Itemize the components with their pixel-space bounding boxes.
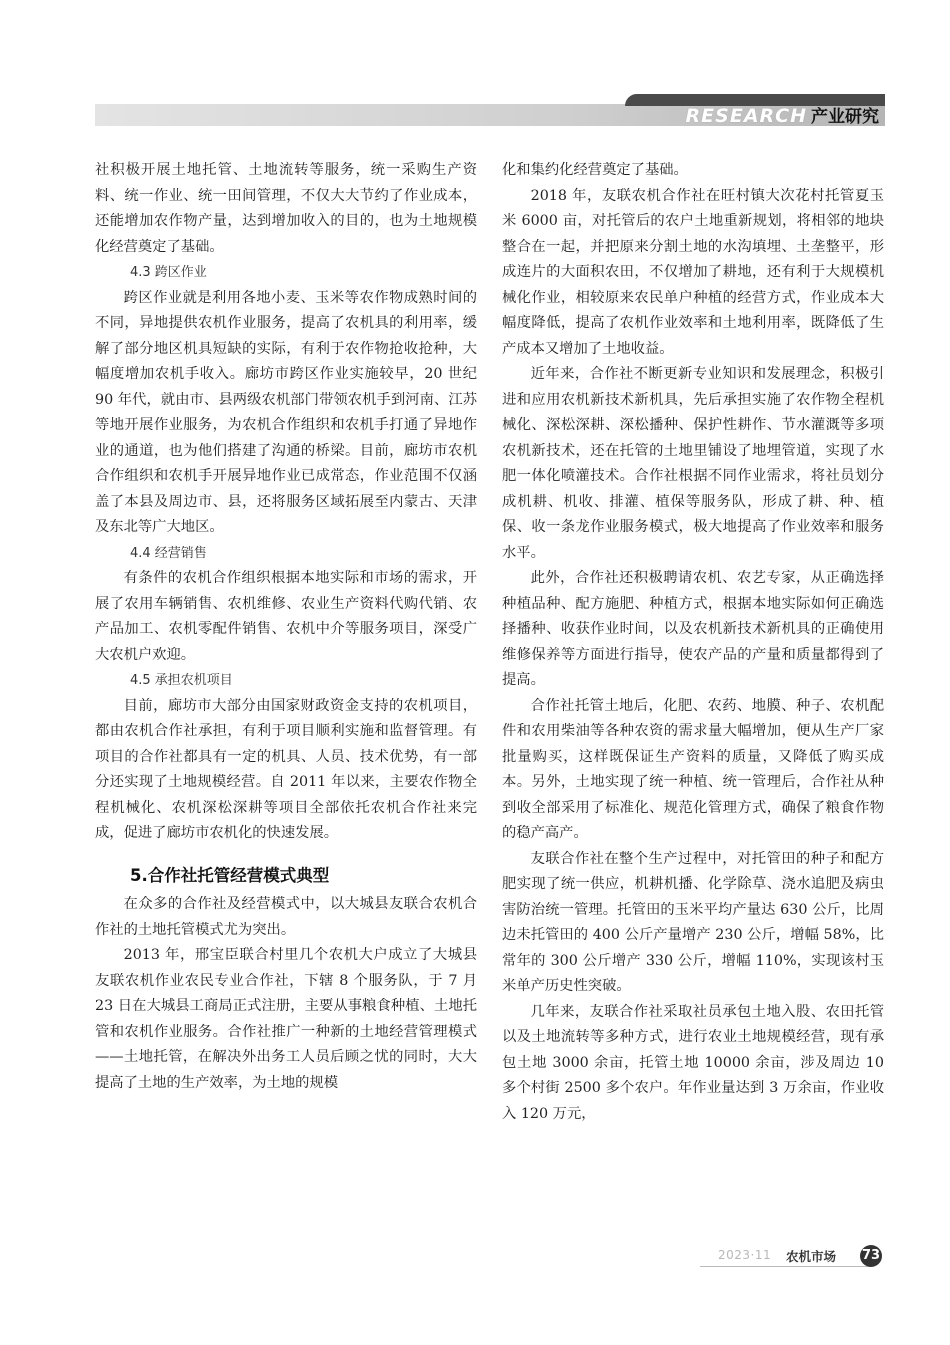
paragraph: 友联合作社在整个生产过程中，对托管田的种子和配方肥实现了统一供应，机耕机播、化学除草、浇水追肥及病虫害防治统一管理。托管田的玉米平均产量达 630 公斤，比周边未托管田的 400 公斤产量增产 230 公斤，增幅 58%，比常年的 300 公斤增产 330 公斤，增幅 110%，实现该村玉米单产历史性突破。: [502, 850, 884, 994]
paragraph: 近年来，合作社不断更新专业知识和发展理念，积极引进和应用农机新技术新机具，先后承担实施了农作物全程机械化、深松深耕、深松播种、保护性耕作、节水灌溉等多项农机新技术，还在托管的土地里铺设了地埋管道，实现了水肥一体化喷灌技术。合作社根据不同作业需求，将社员划分成机耕、机收、排灌、植保等服务队，形成了耕、种、植保、收一条龙作业服务模式，极大地提高了作业效率和服务水平。: [502, 366, 884, 561]
issue-date: 2023·11: [718, 1248, 772, 1262]
paragraph: 2013 年，邢宝臣联合村里几个农机大户成立了大城县友联农机作业农民专业合作社，下辖 8 个服务队，于 7 月 23 日在大城县工商局正式注册，主要从事粮食种植、土地托管和农机作业服务。合作社推广一种新的土地经营管理模式——土地托管，在解决外出务工人员后顾之忧的同时，大大提高了土地的生产效率，为土地的规模: [95, 947, 477, 1091]
paragraph: 在众多的合作社及经营模式中，以大城县友联合农机合作社的土地托管模式尤为突出。: [95, 896, 477, 938]
header-english-title: RESEARCH: [685, 105, 807, 127]
paragraph: 2018 年，友联农机合作社在旺村镇大次花村托管夏玉米 6000 亩，对托管后的农户土地重新规划，将相邻的地块整合在一起，并把原来分割土地的水沟填埋、土垄整平，形成连片的大面积农田，不仅增加了耕地，还有利于大规模机械化作业，相较原来农民单户种植的经营方式，作业成本大幅度降低，提高了农机作业效率和土地利用率，既降低了生产成本又增加了土地收益。: [502, 187, 884, 357]
paragraph: 几年来，友联合作社采取社员承包土地入股、农田托管以及土地流转等多种方式，进行农业土地规模经营，现有承包土地 3000 余亩，托管土地 10000 余亩，涉及周边 10 多个村街 2500 多个农户。年作业量达到 3 万余亩，作业收入 120 万元，: [502, 1003, 884, 1122]
paragraph: 社积极开展土地托管、土地流转等服务，统一采购生产资料、统一作业、统一田间管理，不仅大大节约了作业成本，还能增加农作物产量，达到增加收入的目的，也为土地规模化经营奠定了基础。: [95, 162, 477, 255]
subheading-4-4: 4.4 经营销售: [130, 545, 207, 561]
page-number: 73: [860, 1245, 882, 1267]
paragraph: 此外，合作社还积极聘请农机、农艺专家，从正确选择种植品种、配方施肥、种植方式，根据本地实际如何正确选择播种、收获作业时间，以及农机新技术新机具的正确使用维修保养等方面进行指导，使农产品的产量和质量都得到了提高。: [502, 570, 884, 688]
subheading-4-3: 4.3 跨区作业: [130, 265, 207, 280]
paragraph: 化和集约化经营奠定了基础。: [502, 162, 688, 178]
magazine-name: 农机市场: [786, 1249, 837, 1264]
paragraph: 合作社托管土地后，化肥、农药、地膜、种子、农机配件和农用柴油等各种农资的需求量大幅增加，便从生产厂家批量购买，这样既保证生产资料的质量，又降低了购买成本。另外，土地实现了统一种植、统一管理后，合作社从种到收全部采用了标准化、规范化管理方式，确保了粮食作物的稳产高产。: [502, 697, 884, 841]
footer-rule: [700, 1266, 870, 1267]
page-header-bar: [95, 104, 885, 126]
right-column: [502, 158, 884, 1127]
subheading-4-5: 4.5 承担农机项目: [130, 673, 233, 688]
header-chinese-title: 产业研究: [811, 107, 879, 127]
paragraph: 跨区作业就是利用各地小麦、玉米等农作物成熟时间的不同，异地提供农机作业服务，提高了农机具的利用率，缓解了部分地区机具短缺的实际，有利于农作物抢收抢种，大幅度增加农机手收入。廊坊市跨区作业实施较早，20 世纪 90 年代，就由市、县两级农机部门带领农机手到河南、江苏等地开展作业服务，为农机合作组织和农机手打通了异地作业的通道，也为他们搭建了沟通的桥梁。目前，廊坊市农机合作组织和农机手开展异地作业已成常态，作业范围不仅涵盖了本县及周边市、县，还将服务区域拓展至内蒙古、天津及东北等广大地区。: [95, 289, 477, 535]
paragraph: 有条件的农机合作组织根据本地实际和市场的需求，开展了农用车辆销售、农机维修、农业生产资料代购代销、农产品加工、农机零配件销售、农机中介等服务项目，深受广大农机户欢迎。: [95, 570, 477, 663]
section-header: [686, 105, 879, 127]
left-column: [95, 158, 477, 1096]
page-footer: [700, 1246, 885, 1270]
paragraph: 目前，廊坊市大部分由国家财政资金支持的农机项目，都由农机合作社承担，有利于项目顺利实施和监督管理。有项目的合作社都具有一定的机具、人员、技术优势，有一部分还实现了土地规模经营。自 2011 年以来，主要农作物全程机械化、农机深松深耕等项目全部依托农机合作社来完成，促进了廊坊市农机化的快速发展。: [95, 697, 477, 841]
section-heading-5: 5.合作社托管经营模式典型: [130, 865, 330, 885]
